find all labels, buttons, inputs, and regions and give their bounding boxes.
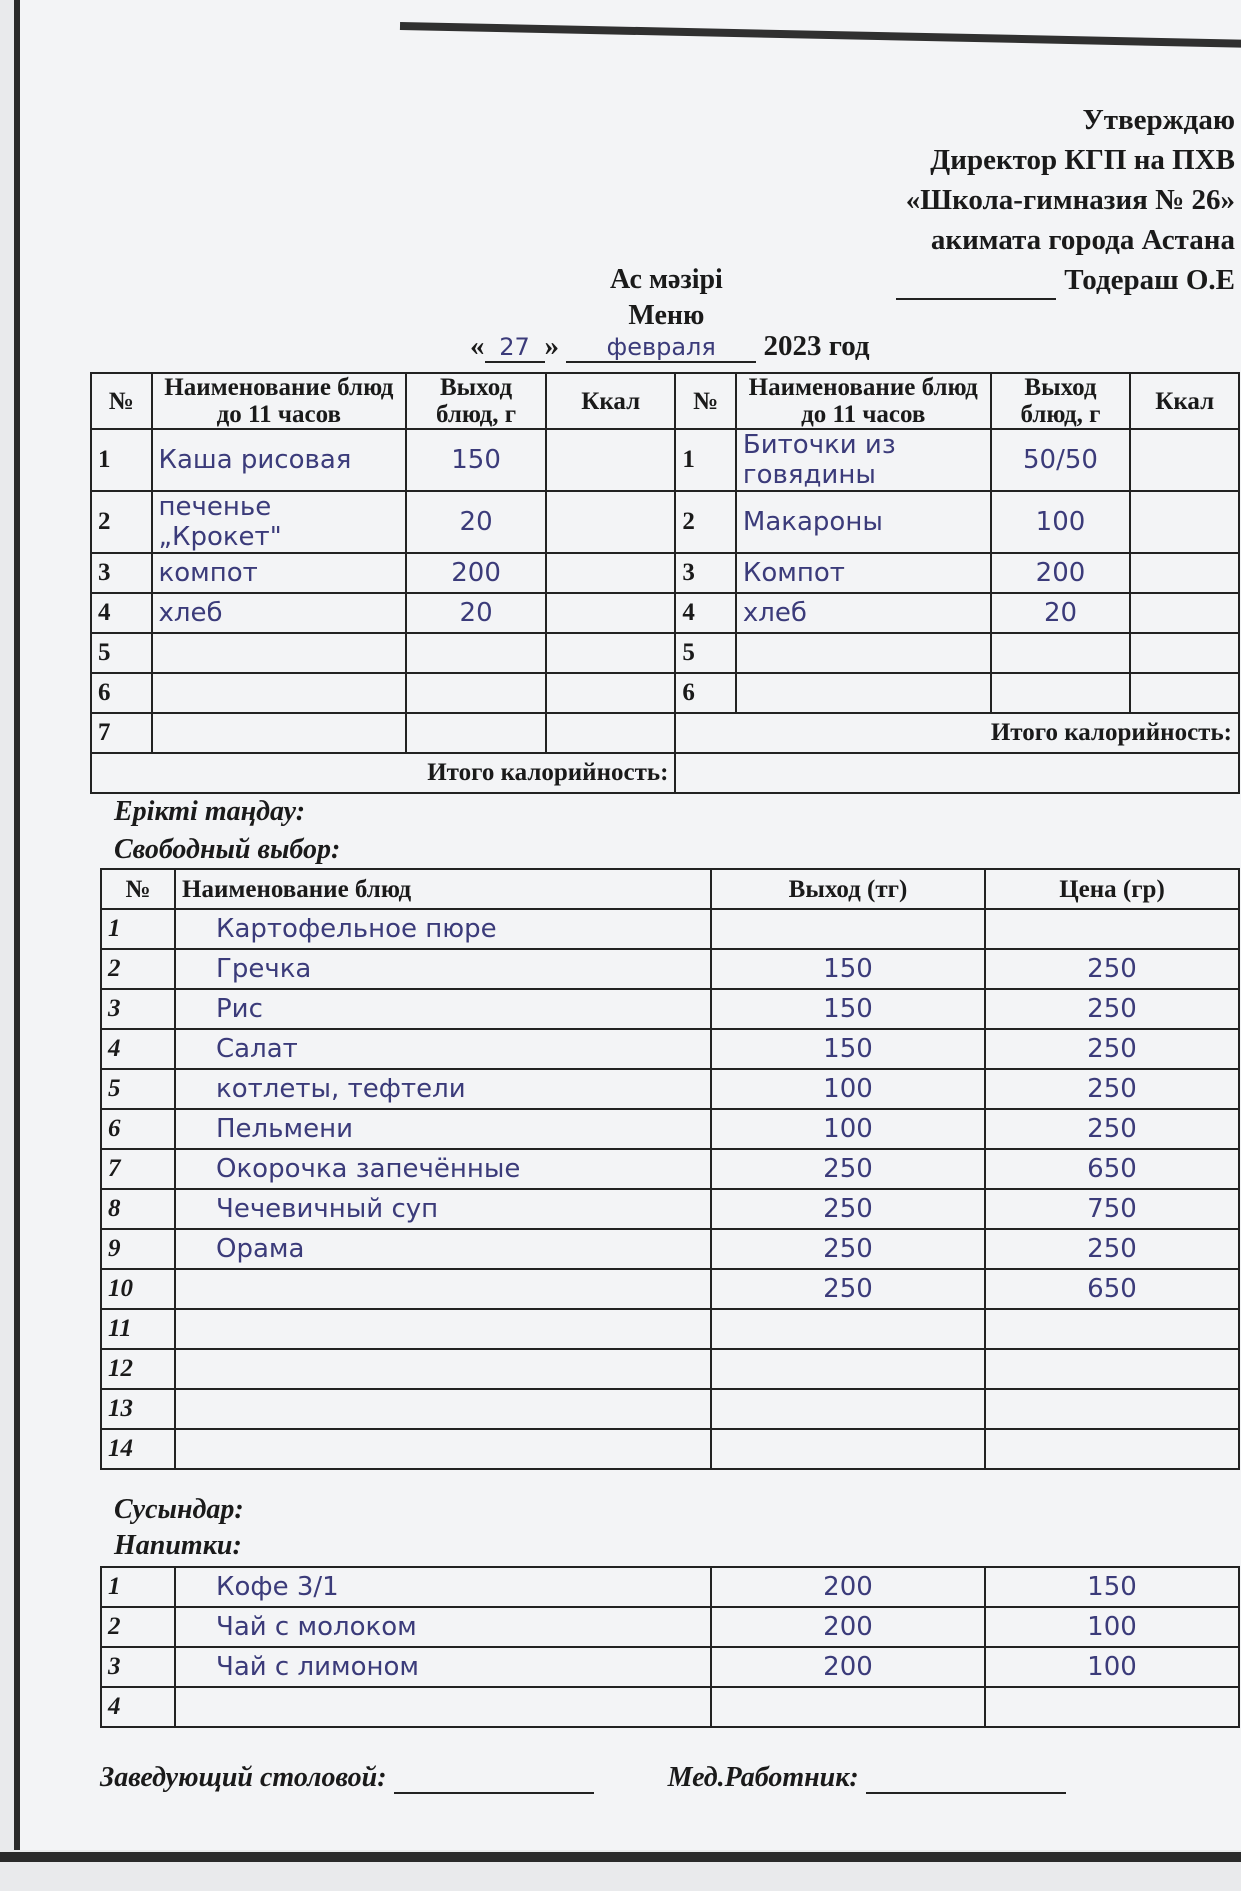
dish-price: 250 [985,949,1239,989]
manager-label: Заведующий столовой: [100,1762,387,1793]
kcal-cell [1130,429,1239,491]
dish-price: 650 [985,1149,1239,1189]
row-number: 14 [101,1429,175,1469]
kcal-cell [546,593,675,633]
dish-output: 150 [711,949,985,989]
dish-price: 250 [985,1229,1239,1269]
dish-name: Окорочка запечённые [175,1149,711,1189]
kcal-cell [1130,673,1239,713]
medic-label: Мед.Работник: [667,1762,859,1793]
title-ru: Меню [628,300,705,331]
dish-price: 250 [985,1029,1239,1069]
drink-output [711,1687,985,1727]
dish-price: 250 [985,1069,1239,1109]
medic-signature-line [866,1766,1066,1794]
date-month: февраля [566,333,756,363]
table-row [101,1269,1239,1309]
dish-name: Макароны [736,491,991,553]
dish-name: Картофельное пюре [175,909,711,949]
drink-output: 200 [711,1607,985,1647]
row-number: 13 [101,1389,175,1429]
row-number: 6 [675,673,736,713]
drinks-table [100,1566,1240,1728]
dish-price [985,1309,1239,1349]
dish-price: 750 [985,1189,1239,1229]
row-number: 1 [675,429,736,491]
free-choice-label-ru: Свободный выбор: [114,834,341,865]
row-number: 1 [101,909,175,949]
table-row [101,1149,1239,1189]
row-number: 7 [91,713,152,753]
dish-name [175,1349,711,1389]
dish-output: 200 [991,553,1131,593]
row-number: 4 [101,1687,175,1727]
kcal-cell [546,673,675,713]
dish-name [736,633,991,673]
kcal-cell [1130,633,1239,673]
dish-price [985,1429,1239,1469]
drink-price: 150 [985,1567,1239,1607]
dish-output [711,1429,985,1469]
row-number: 1 [101,1567,175,1607]
dish-name: Каша рисовая [152,429,407,491]
dish-output [406,633,546,673]
dish-name: Пельмени [175,1109,711,1149]
dish-output: 150 [711,1029,985,1069]
dish-name: Биточки из говядины [736,429,991,491]
dish-output [711,909,985,949]
drink-price [985,1687,1239,1727]
dish-name [175,1269,711,1309]
dish-output: 150 [406,429,546,491]
row-number: 9 [101,1229,175,1269]
header-cell: № [91,373,152,429]
row-number: 5 [91,633,152,673]
kcal-cell [1130,491,1239,553]
approval-block [896,100,1235,300]
top-border-band [400,0,1241,60]
total-row [91,753,1239,793]
total-label: Итого калорийность: [91,753,675,793]
dish-output: 100 [711,1069,985,1109]
row-number: 12 [101,1349,175,1389]
director-signature-line [896,270,1056,300]
row-number: 1 [91,429,152,491]
kcal-cell [546,633,675,673]
dish-name: хлеб [736,593,991,633]
date-day: 27 [485,333,545,363]
kcal-cell [546,429,675,491]
header-cell: Ккал [546,373,675,429]
header-cell: № [675,373,736,429]
dish-name [175,1429,711,1469]
dish-name [175,1389,711,1429]
table-row [101,1029,1239,1069]
kcal-cell [546,491,675,553]
table-row [101,1189,1239,1229]
dish-output: 200 [406,553,546,593]
approve-line: «Школа-гимназия № 26» [905,184,1235,216]
row-number: 2 [101,1607,175,1647]
row-number: 3 [101,1647,175,1687]
kcal-cell [1130,593,1239,633]
dish-output: 100 [991,491,1131,553]
dish-name: Салат [175,1029,711,1069]
row-number: 3 [101,989,175,1029]
dish-name: котлеты, тефтели [175,1069,711,1109]
kcal-cell [1130,553,1239,593]
header-cell: № [101,869,175,909]
dish-output: 20 [991,593,1131,633]
row-number: 4 [101,1029,175,1069]
header-cell: Цена (гр) [985,869,1239,909]
drink-output: 200 [711,1567,985,1607]
table-row [91,491,1239,553]
dish-name: Рис [175,989,711,1029]
dish-name: компот [152,553,407,593]
menu-table [90,372,1240,794]
dish-output [406,673,546,713]
director-name: Тодераш О.Е [1064,264,1235,296]
table-row [91,593,1239,633]
dish-name: Гречка [175,949,711,989]
dish-name: Орама [175,1229,711,1269]
dish-name [175,1309,711,1349]
table-row [101,1389,1239,1429]
free-choice-table [100,868,1240,1470]
dish-price [985,1349,1239,1389]
row-number: 2 [675,491,736,553]
table-row [91,713,1239,753]
dish-name [736,673,991,713]
dish-output: 50/50 [991,429,1131,491]
dish-output: 250 [711,1149,985,1189]
row-number: 2 [91,491,152,553]
table-row [101,1429,1239,1469]
dish-price: 650 [985,1269,1239,1309]
menu-date: « 27 » февраля 2023 год [470,330,870,362]
dish-price [985,909,1239,949]
drink-price: 100 [985,1607,1239,1647]
row-number: 8 [101,1189,175,1229]
dish-output: 100 [711,1109,985,1149]
row-number: 6 [91,673,152,713]
header-cell: Выход (тг) [711,869,985,909]
menu-title [610,262,723,334]
paper-sheet [14,0,1241,1850]
dish-name [152,633,407,673]
drinks-label-kz: Сусындар: [114,1494,244,1525]
dish-output [711,1309,985,1349]
row-number: 10 [101,1269,175,1309]
dish-output [711,1389,985,1429]
date-year: 2023 год [763,330,870,362]
drinks-label-ru: Напитки: [114,1530,242,1561]
header-cell: Выход блюд, г [406,373,546,429]
dish-name [152,673,407,713]
table-row [101,1647,1239,1687]
kcal-cell [546,713,675,753]
table-row [101,1069,1239,1109]
dish-name: Компот [736,553,991,593]
table-row [101,1687,1239,1727]
approve-line: Утверждаю [1082,104,1235,136]
table-row [101,949,1239,989]
table-row [91,673,1239,713]
table-row [101,1607,1239,1647]
row-number: 3 [91,553,152,593]
dish-output [711,1349,985,1389]
drink-name: Чай с молоком [175,1607,711,1647]
total-label: Итого калорийность: [675,713,1239,753]
dish-price: 250 [985,989,1239,1029]
header-cell: Выход блюд, г [991,373,1131,429]
dish-name [152,713,407,753]
bottom-border-band [0,1852,1241,1862]
dish-price: 250 [985,1109,1239,1149]
dish-output [991,633,1131,673]
row-number: 7 [101,1149,175,1189]
dish-price [985,1389,1239,1429]
drink-output: 200 [711,1647,985,1687]
row-number: 4 [91,593,152,633]
row-number: 11 [101,1309,175,1349]
dish-name: печенье „Крокет" [152,491,407,553]
total-value [675,753,1239,793]
footer-signatures [100,1762,1066,1794]
dish-output [406,713,546,753]
title-kz: Ас мәзірі [610,264,723,295]
dish-name: хлеб [152,593,407,633]
drink-name: Кофе 3/1 [175,1567,711,1607]
approve-line: акимата города Астана [930,224,1235,256]
row-number: 3 [675,553,736,593]
table-row [91,633,1239,673]
dish-output: 150 [711,989,985,1029]
drink-name: Чай с лимоном [175,1647,711,1687]
drink-price: 100 [985,1647,1239,1687]
free-choice-label-kz: Ерікті таңдау: [114,796,306,827]
row-number: 6 [101,1109,175,1149]
row-number: 5 [675,633,736,673]
header-cell: Наименование блюд до 11 часов [152,373,407,429]
drink-name [175,1687,711,1727]
manager-signature-line [394,1766,594,1794]
header-cell: Ккал [1130,373,1239,429]
table-row [101,1229,1239,1269]
dish-output: 250 [711,1189,985,1229]
dish-output: 20 [406,593,546,633]
header-cell: Наименование блюд до 11 часов [736,373,991,429]
row-number: 5 [101,1069,175,1109]
table-row [101,989,1239,1029]
header-cell: Наименование блюд [175,869,711,909]
row-number: 2 [101,949,175,989]
table-row [101,1349,1239,1389]
table-row [101,1309,1239,1349]
kcal-cell [546,553,675,593]
dish-output [991,673,1131,713]
table-row [91,553,1239,593]
dish-output: 250 [711,1269,985,1309]
table-row [101,909,1239,949]
table-row [101,1567,1239,1607]
dish-output: 250 [711,1229,985,1269]
approve-line: Директор КГП на ПХВ [930,144,1235,176]
table-row [101,1109,1239,1149]
table-row [91,429,1239,491]
row-number: 4 [675,593,736,633]
dish-name: Чечевичный суп [175,1189,711,1229]
dish-output: 20 [406,491,546,553]
